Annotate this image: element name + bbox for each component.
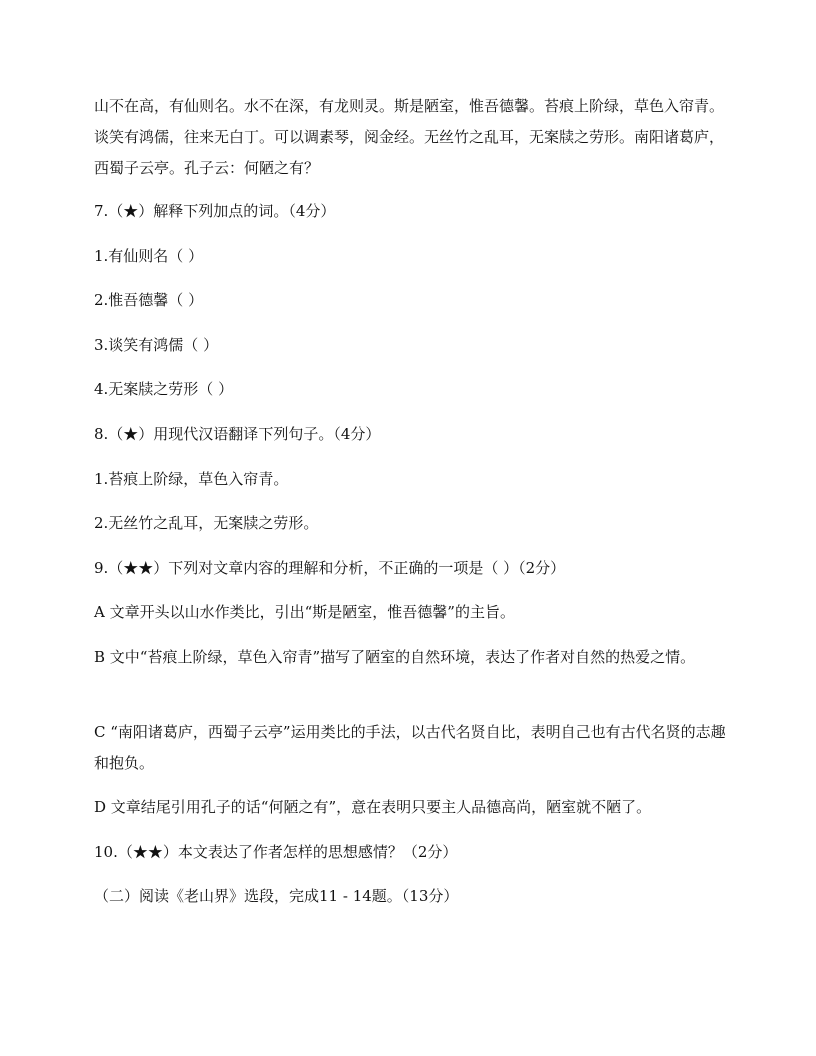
passage-text: 山不在高，有仙则名。水不在深，有龙则灵。斯是陋室，惟吾德馨。苔痕上阶绿，草色入帘青。谈笑有鸿儒，往来无白丁。可以调素琴，阅金经。无丝竹之乱耳，无案牍之劳形。南阳诸葛庐，西蜀子云亭。孔子云：何陋之有？ (94, 97, 725, 177)
section-2-heading: （二）阅读《老山界》选段，完成11 - 14题。（13分） (94, 887, 459, 905)
question-7-item-1: 1.有仙则名（ ） (94, 247, 204, 265)
question-10-stem: 10.（★★）本文表达了作者怎样的思想感情？（2分） (94, 843, 458, 861)
question-7-item-2: 2.惟吾德馨（ ） (94, 291, 204, 309)
question-7-item-4: 4.无案牍之劳形（ ） (94, 380, 234, 398)
question-9-option-d: D 文章结尾引用孔子的话“何陋之有”，意在表明只要主人品德高尚，陋室就不陋了。 (94, 798, 652, 816)
question-9-option-c: C “南阳诸葛庐，西蜀子云亭”运用类比的手法，以古代名贤自比，表明自己也有古代名贤的志趣和抱负。 (94, 723, 726, 772)
question-7-stem: 7.（★）解释下列加点的词。（4分） (94, 202, 336, 220)
question-9-option-a: A 文章开头以山水作类比，引出“斯是陋室，惟吾德馨”的主旨。 (94, 603, 515, 621)
question-9-stem: 9.（★★）下列对文章内容的理解和分析，不正确的一项是（ ）（2分） (94, 559, 566, 577)
question-8-item-1: 1.苔痕上阶绿，草色入帘青。 (94, 470, 289, 488)
question-8-stem: 8.（★）用现代汉语翻译下列句子。（4分） (94, 425, 381, 443)
question-8-item-2: 2.无丝竹之乱耳，无案牍之劳形。 (94, 514, 319, 532)
question-7-item-3: 3.谈笑有鸿儒（ ） (94, 336, 219, 354)
question-9-option-b: B 文中“苔痕上阶绿，草色入帘青”描写了陋室的自然环境，表达了作者对自然的热爱之情。 (94, 648, 696, 666)
